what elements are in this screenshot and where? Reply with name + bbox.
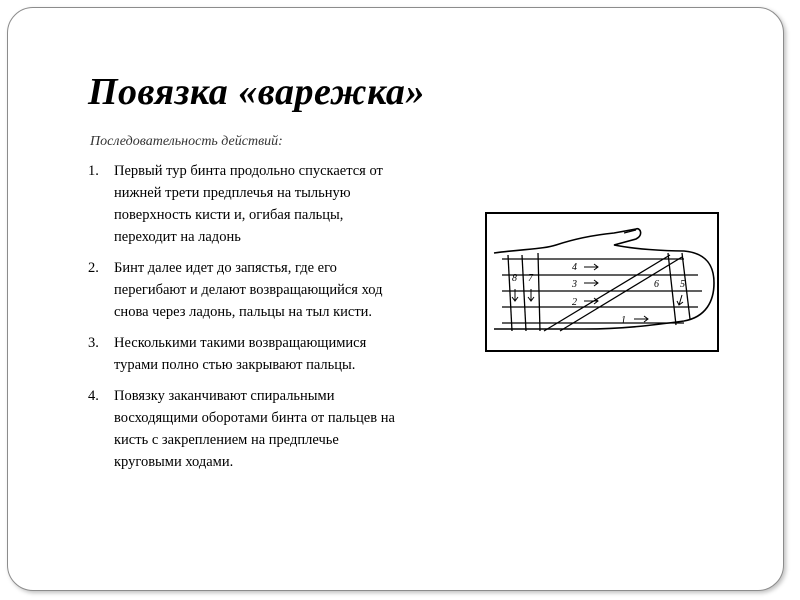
mitten-bandage-illustration <box>484 205 724 355</box>
step-text: Бинт далее идет до запястья, где его перегибают и делают возвращающийся ход снова через ладонь, пальцы на тыл кисти. <box>114 260 383 320</box>
figure-label: 8 <box>512 273 517 284</box>
figure-label: 7 <box>528 273 533 284</box>
slide-title: Повязка «варежка» <box>88 71 425 113</box>
figure-label: 2 <box>572 297 577 308</box>
step-item <box>88 257 403 323</box>
figure-label: 1 <box>621 315 626 326</box>
step-item <box>88 385 403 473</box>
step-number: 3. <box>88 335 99 351</box>
figure-label: 6 <box>654 279 659 290</box>
slide-subtitle: Последовательность действий: <box>90 134 283 149</box>
figure-label: 3 <box>572 279 577 290</box>
step-number: 1. <box>88 163 99 179</box>
figure-label: 5 <box>680 279 685 290</box>
step-text: Несколькими такими возвращающимися турами полно стью закрывают пальцы. <box>114 335 367 373</box>
bandage-hand-svg <box>484 205 724 355</box>
figure-label: 4 <box>572 262 577 273</box>
step-number: 4. <box>88 388 99 404</box>
step-item <box>88 332 403 376</box>
step-number: 2. <box>88 260 99 276</box>
step-item <box>88 160 403 248</box>
step-text: Первый тур бинта продольно спускается от нижней трети предплечья на тыльную поверхность кисти и, огибая пальцы, переходит на ладонь <box>114 163 383 245</box>
step-text: Повязку заканчивают спиральными восходящими оборотами бинта от пальцев на кисть с закреплением на предплечье круговыми ходами. <box>114 388 395 470</box>
steps-list <box>88 160 403 482</box>
